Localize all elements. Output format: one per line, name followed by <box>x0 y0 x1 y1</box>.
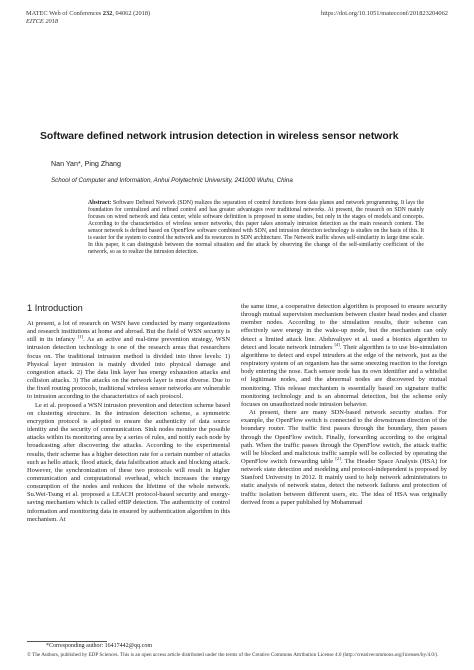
journal-line <box>26 10 150 18</box>
paragraph-text: . Their algorithm is to use bio-simulation algorithms to detect and expel intruders at the edge of the network, just as the respiratory system of an organism has the same sneezing reaction to the foreign body entering the nose. Each sensor node has its own identifier and a whitelist of legitimate nodes, and the abnormal nodes are discovered by mutual monitoring. This release mechanism is essentially based on signature traffic monitoring technology and is an abnormal detection, but the scheme only focuses on unauthorized node intrusion behavior. <box>241 343 447 408</box>
conference-name: EITCE 2018 <box>26 18 59 25</box>
corresponding-author-footnote: *Corresponding author: 16417442@qq.com <box>46 643 153 649</box>
paragraph: Le et al. proposed a WSN intrusion prevention and detection scheme based on clustering structure. In the intrusion detection scheme, a symmetric encryption protocol is adopted to ensure the authenticity of data source identity and the security of communication. Sink nodes monitor the possible attacks within its monitoring area by a series of rules, and notify each node by broadcasting after discovering the attacks. According to the experimental results, their scheme has a higher detection rate for a certain number of attacks such as hello attack, flood attack, data falsification attack and blocking attack. However, the synchronization of these two protocols will result in higher communication and computational overhead, which increases the energy consumption of the nodes and reduces the lifetime of the whole network. Su.Wei-Tsung et al. proposed a LEACH protocol-based security and energy-saving mechanism which is called eHIP detection. The authenticity of control information and monitoring data in ensured by authentication algorithm in this mechanism. At <box>27 401 230 523</box>
abstract-label: Abstract: <box>88 200 112 206</box>
section-number: 1 <box>27 303 33 313</box>
running-header <box>26 10 150 26</box>
author-list: Nan Yan*, Ping Zhang <box>51 160 121 168</box>
affiliation: School of Computer and Information, Anhui Polytechnic University, 241000 Wuhu, China <box>51 177 293 184</box>
citation-ref[interactable]: [1] <box>77 334 84 340</box>
paragraph <box>241 409 447 507</box>
doi-link[interactable]: https://doi.org/10.1051/matecconf/201823204062 <box>321 10 448 17</box>
section-title: Introduction <box>34 303 83 313</box>
paragraph-text: the same time, a cooperative detection algorithm is proposed to ensure security through mutual supervision mechanism between cluster head nodes and cluster member nodes. According to the simulation results, their scheme can effectively save energy in the wake-up mode, but the mechanism can only detect a limited attack line. Abduvaliyev et al. used a bionics algorithm to detect and locate network intruders <box>241 303 447 351</box>
paper-title: Software defined network intrusion detection in wireless sensor network <box>40 131 399 142</box>
citation-ref[interactable]: [2] <box>335 455 341 461</box>
journal-name: MATEC Web of Conferences <box>26 10 102 17</box>
abstract-text: Software Defined Network (SDN) realizes the separation of control functions from data planes and network programming. It lays the foundation for centralized and refined control and has greater advantages over traditional networks. At present, the research on SDN mainly focuses on wired network and data center, while software definition is proposed in some studies, but only in the stages of models and concepts. According to the characteristics of wireless sensor networks, this paper takes anomaly intrusion detection as the main research content. The sensor network is defined based on OpenFlow software combined with SDN, and intrusion detection technology is studies on the basis of this. It is easier for the system to control the network and its resources in SDN architecture. The Network traffic shows self-similarity in large time scale. In this paper, it can distinguish between the normal situation and the attack by observing the change of the self-similarity coefficient of the network, so as to realize the intrusion detection. <box>88 200 425 256</box>
article-number: , 04062 (2018) <box>112 10 151 17</box>
footnote-divider <box>27 641 107 642</box>
abstract-paragraph <box>88 200 424 256</box>
copyright-notice: © The Authors, published by EDP Sciences. This is an open access article distributed under the terms of the Creative Commons Attribution License 4.0 (http://creativecommons.org/licenses/by/4.0/). <box>27 652 439 658</box>
paragraph-text: At present, a lot of research on WSN have conducted by many organizations and research institutions at home and abroad. But the field of WSN security is still in its infancy <box>27 320 230 344</box>
abstract-block <box>88 200 424 256</box>
paragraph <box>27 320 230 402</box>
paragraph-text: . As an active and real-time prevention strategy, WSN intrusion detection technology is one of the research areas that researchers focus on. The traditional intrusion method is divided into three levels: 1) Physical layer intrusion is mainly divided into physical damage and congestion attack. 2) The data link layer has energy exhaustion attacks and collision attacks. 3) The attacks on the network layer is most diverse. Due to the fixed routing protocols, traditional wireless sensor networks are vulnerable to intrusion according to the characteristics of each protocol. <box>27 336 230 401</box>
paragraph-text: At present, there are many SDN-based network security studies. For example, the OpenFlow switch is connected to the downstream direction of the boundary router. The traffic first passes through the boundary, then passes through the OpenFlow switch. Finally, forwarding according to the original path. When the traffic passes through the OpenFlow switch, the attack traffic will be blocked and malicious traffic sample will be collected by operating the OpenFlow switch forwarding table <box>241 409 447 465</box>
right-column <box>241 303 447 507</box>
paragraph <box>241 303 447 409</box>
volume-number: 232 <box>102 10 113 17</box>
citation-ref[interactable]: [4] <box>334 341 340 347</box>
paragraph-text: . The Header Space Analysis (HSA) for network state detection and modeling and protocol-independent is proposed by Stanford University in 2012. It mainly used to help network administrators to static analysis of network status, detect the network failures and protection of traffic isolation between different users, etc. The idea of HSA was originally derived from a paper published by Mohammad <box>241 457 447 506</box>
left-column <box>27 320 230 524</box>
section-heading <box>27 303 83 313</box>
